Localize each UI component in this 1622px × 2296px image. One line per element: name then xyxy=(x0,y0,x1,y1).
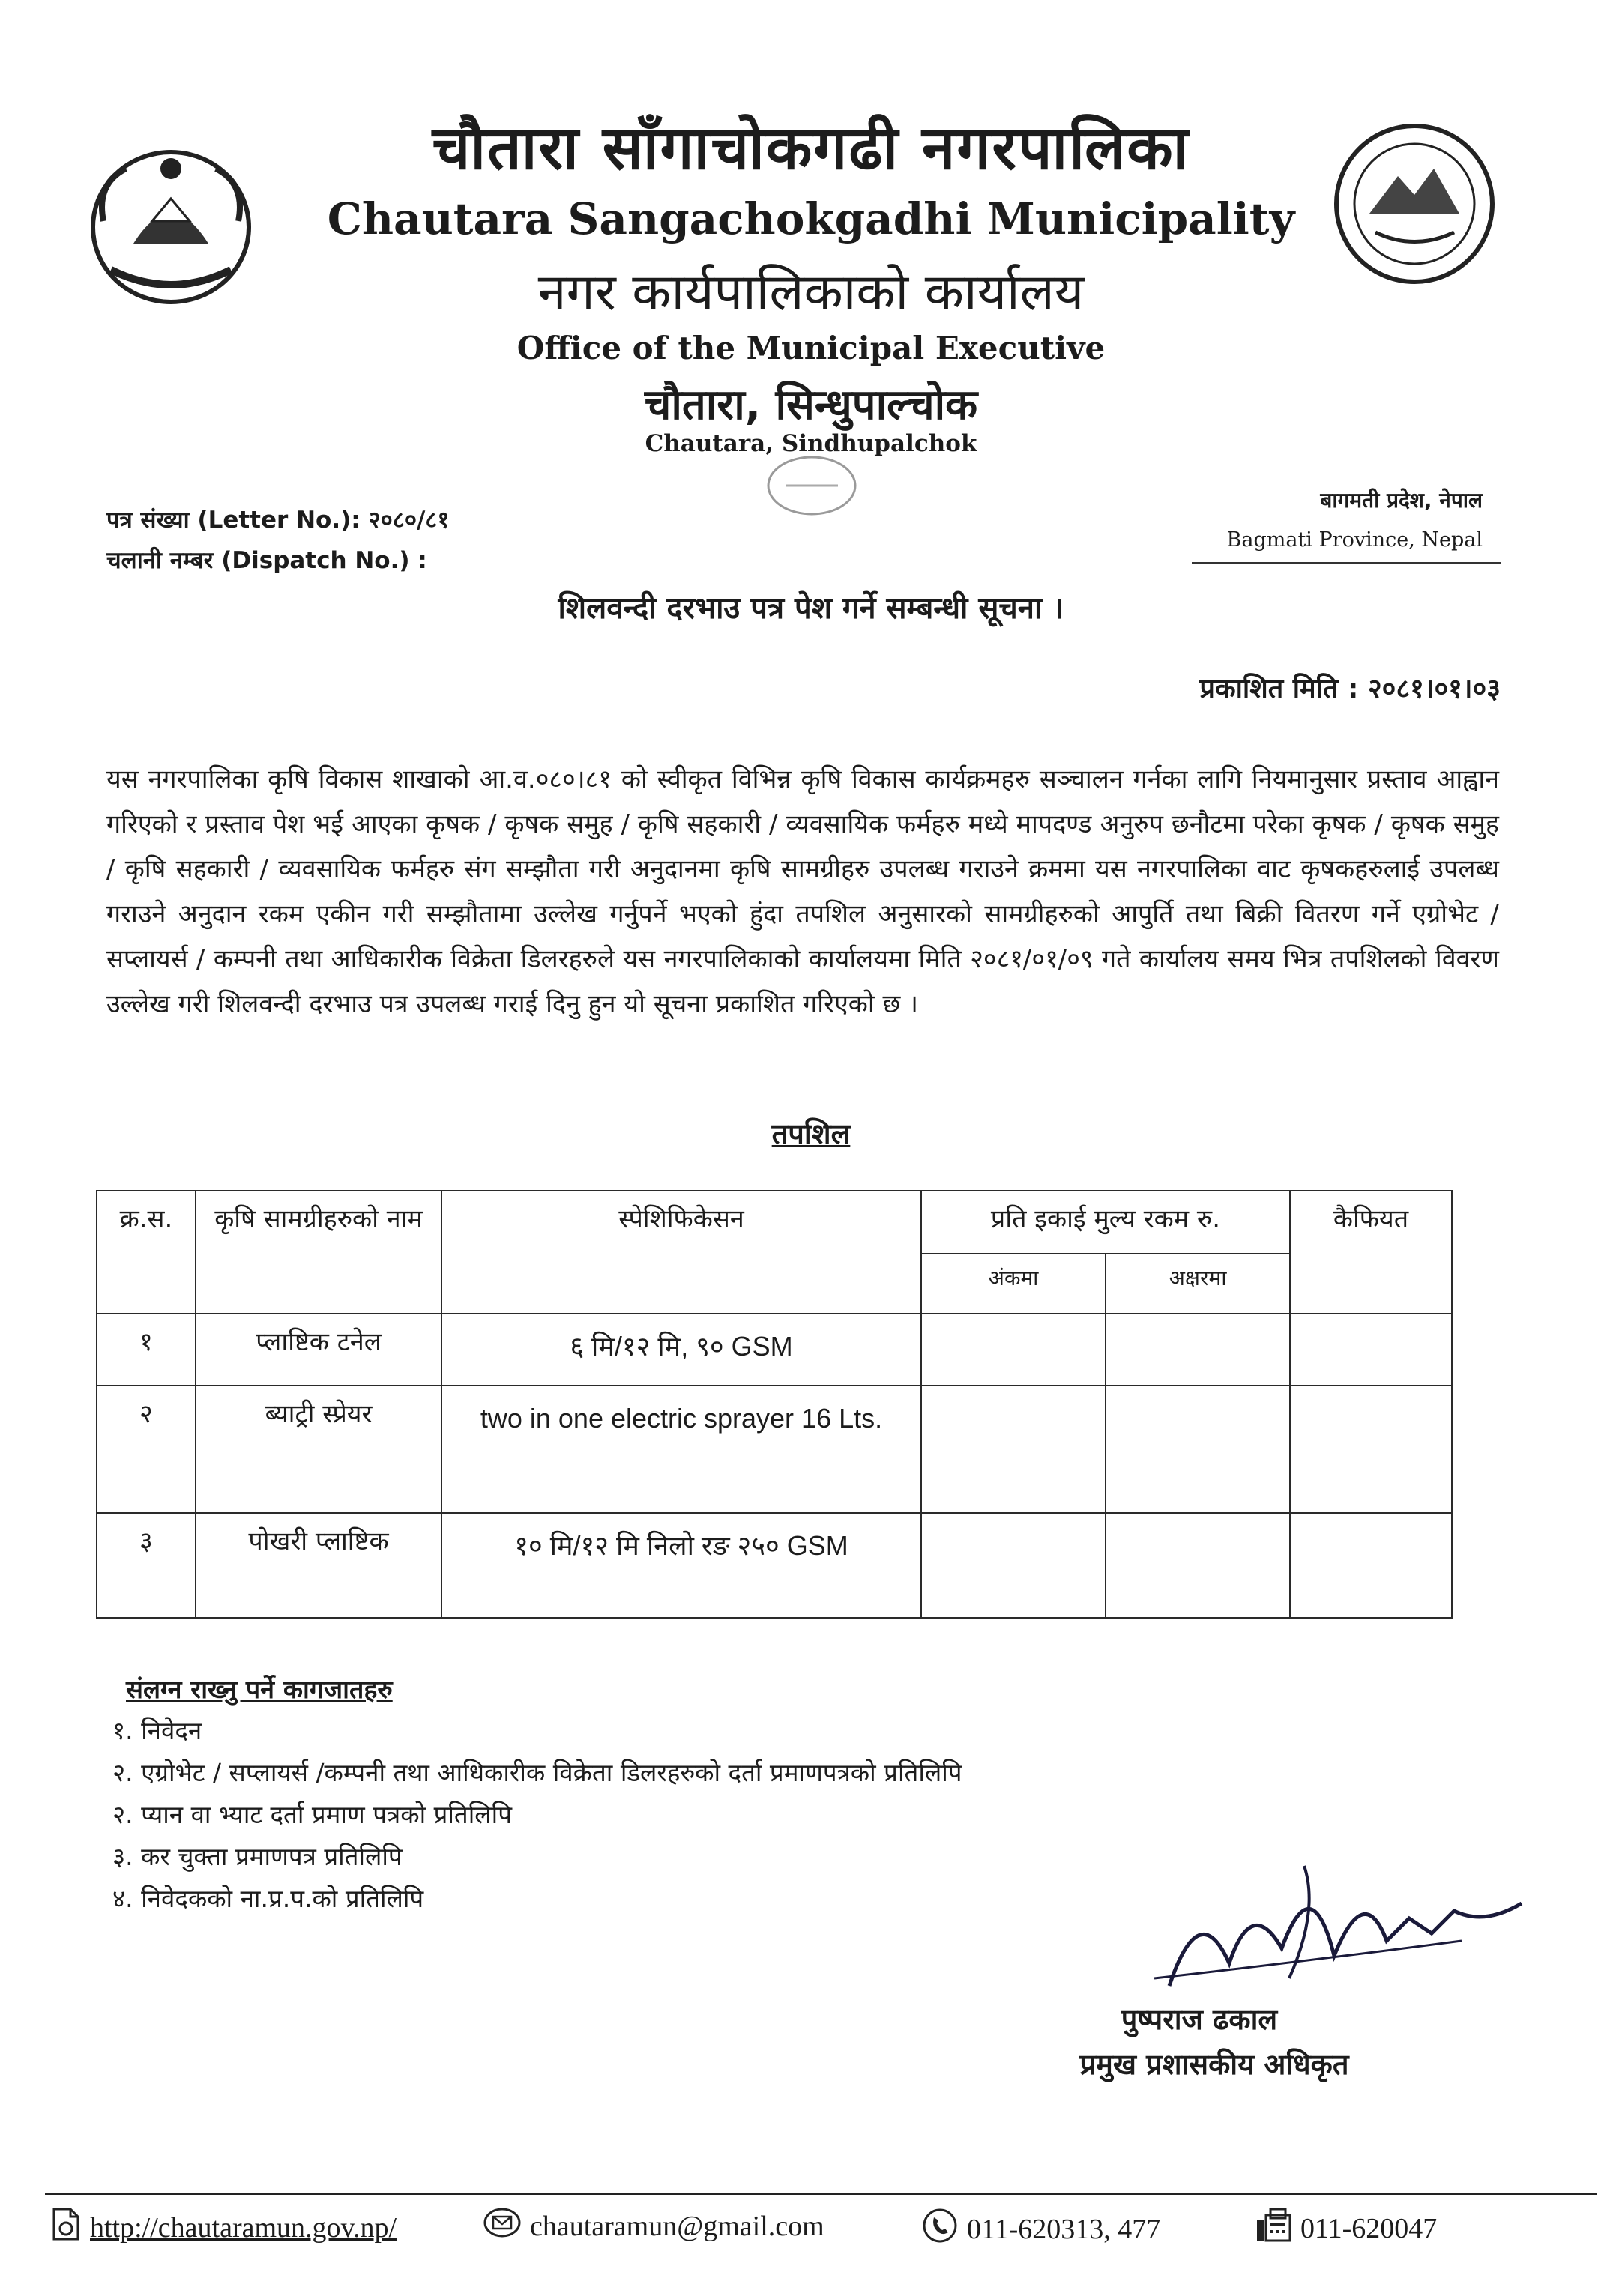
row-sn: २ xyxy=(97,1386,196,1513)
col-header-price-digits: अंकमा xyxy=(921,1254,1106,1314)
row-item-name: प्लाष्टिक टनेल xyxy=(196,1314,441,1386)
email-icon xyxy=(483,2208,521,2245)
row-price-words xyxy=(1106,1386,1290,1513)
row-specification: ६ मि/१२ मि, ९० GSM xyxy=(441,1314,921,1386)
office-name-nepali: नगर कार्यपालिकाको कार्यालय xyxy=(537,263,1085,322)
table-row xyxy=(97,1314,1452,1386)
phone-icon xyxy=(922,2208,958,2251)
row-price-digits xyxy=(921,1513,1106,1618)
phone-number: 011-620313, 477 xyxy=(967,2214,1161,2245)
header-divider xyxy=(1192,562,1501,564)
row-price-digits xyxy=(921,1314,1106,1386)
col-header-remarks: कैफियत xyxy=(1290,1191,1452,1314)
footer-website[interactable] xyxy=(51,2208,397,2248)
row-sn: १ xyxy=(97,1314,196,1386)
fax-number: 011-620047 xyxy=(1300,2213,1438,2244)
items-table xyxy=(96,1190,1453,1619)
notice-body: यस नगरपालिका कृषि विकास शाखाको आ.व.०८०।८१ को स्वीकृत विभिन्न कृषि विकास कार्यक्रमहरु सञ्चालन गर्नका लागि नियमानुसार प्रस्ताव आह्वान गरिएको र प्रस्ताव पेश भई आएका कृषक / कृषक समुह / कृषि सहकारी / व्यवसायिक फर्महरु मध्ये मापदण्ड अनुरुप छनौटमा परेका कृषक / कृषक समुह / कृषि सहकारी / व्यवसायिक फर्महरु संग सम्झौता गरी अनुदानमा कृषि सामग्रीहरु उपलब्ध गराउने क्रममा यस नगरपालिका वाट कृषकहरुलाई उपलब्ध गराउने अनुदान रकम एकीन गरी सम्झौतामा उल्लेख गर्नुपर्ने भएको हुंदा तपशिल अनुसारको सामग्रीहरुको आपुर्ति तथा बिक्री वितरण गर्ने एग्रोभेट / सप्लायर्स / कम्पनी तथा आधिकारीक विक्रेता डिलरहरुले यस नगरपालिकाको कार्यालयमा मिति २०८१/०१/०९ गते कार्यालय समय भित्र तपशिलको विवरण उल्लेख गरी शिलवन्दी दरभाउ पत्र उपलब्ध गराई दिनु हुन यो सूचना प्रकाशित गरिएको छ । xyxy=(106,764,1499,1019)
table-row xyxy=(97,1513,1452,1618)
col-header-price-words: अक्षरमा xyxy=(1106,1254,1290,1314)
row-specification: १० मि/१२ मि निलो रङ २५० GSM xyxy=(441,1513,921,1618)
website-link[interactable]: http://chautaramun.gov.np/ xyxy=(90,2212,397,2244)
col-header-specification: स्पेशिफिकेसन xyxy=(441,1191,921,1314)
attachments-title: संलग्न राख्नु पर्ने कागजातहरु xyxy=(126,1675,393,1705)
handwritten-signature xyxy=(1139,1851,1529,2023)
signatory-designation: प्रमुख प्रशासकीय अधिकृत xyxy=(1079,2048,1349,2081)
row-price-words xyxy=(1106,1314,1290,1386)
row-remarks xyxy=(1290,1314,1452,1386)
province-nepali: बागमती प्रदेश, नेपाल xyxy=(1320,488,1483,513)
fax-icon xyxy=(1255,2208,1291,2250)
dispatch-number: चलानी नम्बर (Dispatch No.) : xyxy=(106,547,427,574)
municipality-name-nepali: चौतारा साँगाचोकगढी नगरपालिका xyxy=(432,113,1190,183)
footer-email[interactable] xyxy=(483,2208,824,2245)
row-remarks xyxy=(1290,1513,1452,1618)
location-english: Chautara, Sindhupalchok xyxy=(645,430,977,457)
office-stamp-icon xyxy=(763,450,860,522)
row-item-name: ब्याट्री स्प्रेयर xyxy=(196,1386,441,1513)
location-nepali: चौतारा, सिन्धुपाल्चोक xyxy=(644,381,978,429)
footer xyxy=(45,2208,1597,2260)
row-remarks xyxy=(1290,1386,1452,1513)
footer-fax xyxy=(1255,2208,1437,2250)
list-item: २. एग्रोभेट / सप्लायर्स /कम्पनी तथा आधिकारीक विक्रेता डिलरहरुको दर्ता प्रमाणपत्रको प्रतिलिपि xyxy=(112,1758,962,1787)
list-item: १. निवेदन xyxy=(112,1716,202,1745)
table-heading: तपशिल xyxy=(771,1117,851,1150)
attachments-list xyxy=(112,1710,962,1920)
web-page-icon xyxy=(51,2208,81,2248)
office-name-english: Office of the Municipal Executive xyxy=(516,330,1106,366)
footer-phone xyxy=(922,2208,1160,2251)
email-link[interactable]: chautaramun@gmail.com xyxy=(530,2211,824,2242)
published-date: प्रकाशित मिति : २०८१।०१।०३ xyxy=(1199,674,1501,704)
row-item-name: पोखरी प्लाष्टिक xyxy=(196,1513,441,1618)
row-price-digits xyxy=(921,1386,1106,1513)
notice-title: शिलवन्दी दरभाउ पत्र पेश गर्ने सम्बन्धी सूचना । xyxy=(558,591,1064,626)
list-item: ४. निवेदकको ना.प्र.प.को प्रतिलिपि xyxy=(112,1884,424,1913)
province-english: Bagmati Province, Nepal xyxy=(1226,528,1483,552)
municipality-name-english: Chautara Sangachokgadhi Municipality xyxy=(327,193,1295,244)
col-header-unit-price: प्रति इकाई मुल्य रकम रु. xyxy=(921,1191,1290,1254)
row-sn: ३ xyxy=(97,1513,196,1618)
table-row xyxy=(97,1386,1452,1513)
col-header-item-name: कृषि सामग्रीहरुको नाम xyxy=(196,1191,441,1314)
letter-number: पत्र संख्या (Letter No.): २०८०/८१ xyxy=(106,507,450,534)
list-item: २. प्यान वा भ्याट दर्ता प्रमाण पत्रको प्रतिलिपि xyxy=(112,1800,512,1829)
signatory-name: पुष्पराज ढकाल xyxy=(1121,2003,1278,2036)
footer-divider xyxy=(45,2193,1597,2195)
row-price-words xyxy=(1106,1513,1290,1618)
list-item: ३. कर चुक्ता प्रमाणपत्र प्रतिलिपि xyxy=(112,1842,403,1871)
row-specification: two in one electric sprayer 16 Lts. xyxy=(441,1386,921,1513)
col-header-sn: क्र.स. xyxy=(97,1191,196,1314)
